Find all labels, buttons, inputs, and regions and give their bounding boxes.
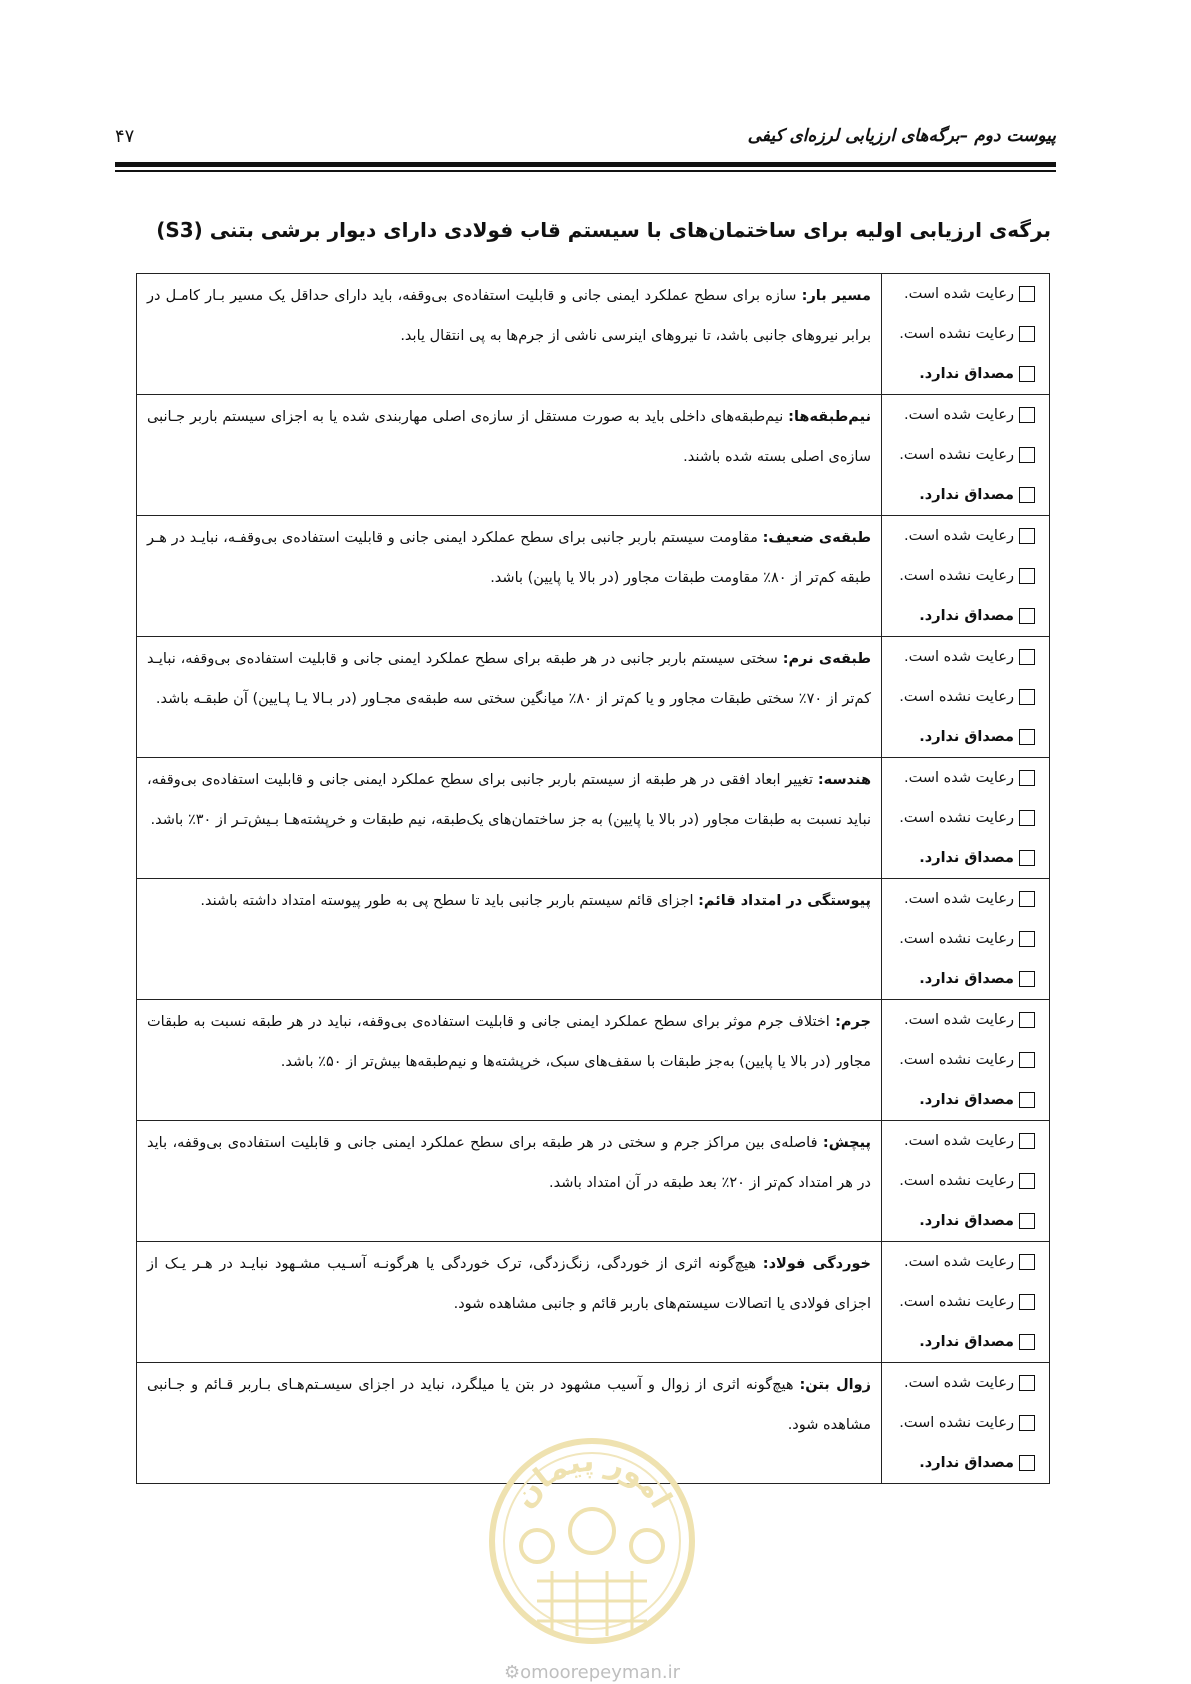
option-label: رعایت شده است.	[904, 286, 1014, 302]
checklist-row	[137, 1000, 1050, 1121]
option-label: مصداق ندارد.	[919, 366, 1014, 382]
option-label: مصداق ندارد.	[919, 971, 1014, 987]
criterion-term: مسیر بار:	[801, 288, 871, 304]
not-applicable-checkbox[interactable]	[1019, 1455, 1035, 1471]
not-applicable-checkbox-option	[882, 475, 1049, 515]
not-complied-checkbox-option	[882, 1161, 1049, 1201]
running-header	[115, 126, 1056, 152]
not-complied-checkbox-option	[882, 677, 1049, 717]
criterion-term: نیم‌طبقه‌ها:	[788, 409, 872, 425]
option-label: مصداق ندارد.	[919, 729, 1014, 745]
complied-checkbox[interactable]	[1019, 1254, 1035, 1270]
not-applicable-checkbox-option	[882, 1322, 1049, 1362]
not-complied-checkbox[interactable]	[1019, 689, 1035, 705]
criterion-cell	[137, 395, 882, 516]
checklist-row	[137, 1242, 1050, 1363]
not-applicable-checkbox[interactable]	[1019, 1213, 1035, 1229]
page-title: برگه‌ی ارزیابی اولیه برای ساختمان‌های با سیستم قاب فولادی دارای دیوار برشی بتنی (S3)	[156, 218, 1051, 242]
checklist-row	[137, 758, 1050, 879]
not-applicable-checkbox-option	[882, 1201, 1049, 1241]
criterion-cell	[137, 879, 882, 1000]
not-applicable-checkbox[interactable]	[1019, 729, 1035, 745]
not-complied-checkbox-option	[882, 314, 1049, 354]
header-rule-thick	[115, 162, 1056, 167]
options-cell	[882, 516, 1050, 637]
option-label: رعایت نشده است.	[899, 1052, 1014, 1068]
criterion-body: نیم‌طبقه‌های داخلی باید به صورت مستقل از سازه‌ی اصلی مهاربندی شده یا به اجزای سیستم باربر جـانبی سازه‌ی اصلی بسته شده باشند.	[147, 409, 871, 465]
option-label: رعایت نشده است.	[899, 1294, 1014, 1310]
criterion-term: خوردگی فولاد:	[762, 1256, 872, 1272]
option-label: رعایت شده است.	[904, 528, 1014, 544]
not-complied-checkbox-option	[882, 1403, 1049, 1443]
criterion-cell	[137, 274, 882, 395]
criterion-term: هندسه:	[817, 772, 872, 788]
complied-checkbox[interactable]	[1019, 407, 1035, 423]
options-cell	[882, 758, 1050, 879]
complied-checkbox-option	[882, 758, 1049, 798]
option-label: رعایت شده است.	[904, 1375, 1014, 1391]
criterion-body: هیچ‌گونه اثری از خوردگی، زنگ‌زدگی، ترک خوردگی یا هرگونـه آسـیب مشـهود نبایـد در هـر یـک از اجزای فولادی یا اتصالات سیستم‌های باربر قائم و جانبی مشاهده شود.	[147, 1256, 871, 1312]
complied-checkbox-option	[882, 1121, 1049, 1161]
complied-checkbox[interactable]	[1019, 1012, 1035, 1028]
not-applicable-checkbox[interactable]	[1019, 971, 1035, 987]
not-complied-checkbox-option	[882, 1282, 1049, 1322]
not-applicable-checkbox[interactable]	[1019, 850, 1035, 866]
option-label: رعایت نشده است.	[899, 1415, 1014, 1431]
option-label: رعایت نشده است.	[899, 689, 1014, 705]
option-label: رعایت شده است.	[904, 649, 1014, 665]
criterion-term: جرم:	[835, 1014, 871, 1030]
criterion-body: اختلاف جرم موثر برای سطح عملکرد ایمنی جانی و قابلیت استفاده‌ی بی‌وقفه، نباید در هر طبقه نسبت به طبقات مجاور (در بالا یا پایین) به‌جز طبقات با سقف‌های سبک، خرپشته‌ها و نیم‌طبقه‌ها بیش‌تر از ۵۰٪ باشد.	[147, 1014, 871, 1070]
option-label: مصداق ندارد.	[919, 850, 1014, 866]
complied-checkbox-option	[882, 1000, 1049, 1040]
not-complied-checkbox[interactable]	[1019, 447, 1035, 463]
checklist-table	[136, 273, 1050, 1484]
options-cell	[882, 1242, 1050, 1363]
not-complied-checkbox[interactable]	[1019, 1052, 1035, 1068]
not-applicable-checkbox-option	[882, 959, 1049, 999]
options-cell	[882, 1363, 1050, 1484]
not-applicable-checkbox-option	[882, 838, 1049, 878]
options-cell	[882, 395, 1050, 516]
criterion-body: اجزای قائم سیستم باربر جانبی باید تا سطح پی به طور پیوسته امتداد داشته باشند.	[200, 893, 694, 909]
complied-checkbox[interactable]	[1019, 528, 1035, 544]
criterion-body: مقاومت سیستم باربر جانبی برای سطح عملکرد ایمنی جانی و قابلیت استفاده‌ی بی‌وقفـه، نبایـد در هـر طبقه کم‌تر از ۸۰٪ مقاومت طبقات مجاور (در بالا یا پایین) باشد.	[147, 530, 871, 586]
not-applicable-checkbox[interactable]	[1019, 1092, 1035, 1108]
running-title: پیوست دوم –برگه‌های ارزیابی لرزه‌ای کیفی	[747, 126, 1056, 146]
criterion-text	[147, 276, 871, 356]
not-complied-checkbox[interactable]	[1019, 931, 1035, 947]
complied-checkbox[interactable]	[1019, 891, 1035, 907]
not-complied-checkbox[interactable]	[1019, 568, 1035, 584]
criterion-cell	[137, 1242, 882, 1363]
watermark-url-text: omoorepeyman.ir	[520, 1662, 681, 1683]
option-label: رعایت نشده است.	[899, 568, 1014, 584]
criterion-cell	[137, 637, 882, 758]
criterion-body: سختی سیستم باربر جانبی در هر طبقه برای سطح عملکرد ایمنی جانی و قابلیت استفاده‌ی بی‌وقفه، نبایـد کم‌تر از ۷۰٪ سختی طبقات مجاور و یا کم‌تر از ۸۰٪ میانگین سختی سه طبقه‌ی مجـاور (در بـالا یـا پـایین) آن طبقـه باشد.	[147, 651, 871, 707]
option-label: مصداق ندارد.	[919, 1334, 1014, 1350]
criterion-text	[147, 397, 871, 477]
criterion-cell	[137, 516, 882, 637]
complied-checkbox-option	[882, 274, 1049, 314]
not-applicable-checkbox[interactable]	[1019, 608, 1035, 624]
checklist-row	[137, 879, 1050, 1000]
not-complied-checkbox-option	[882, 919, 1049, 959]
watermark-url: ⚙omoorepeyman.ir	[503, 1662, 681, 1683]
criterion-text	[147, 1244, 871, 1324]
complied-checkbox-option	[882, 395, 1049, 435]
criterion-body: فاصله‌ی بین مراکز جرم و سختی در هر طبقه برای سطح عملکرد ایمنی جانی و قابلیت استفاده‌ی بی‌وقفه، باید در هر امتداد کم‌تر از ۲۰٪ بعد طبقه در آن امتداد باشد.	[147, 1135, 871, 1191]
complied-checkbox-option	[882, 1242, 1049, 1282]
criterion-text	[147, 639, 871, 719]
complied-checkbox[interactable]	[1019, 1375, 1035, 1391]
options-cell	[882, 1000, 1050, 1121]
not-applicable-checkbox[interactable]	[1019, 1334, 1035, 1350]
checklist-row	[137, 1121, 1050, 1242]
criterion-text	[147, 1002, 871, 1082]
not-applicable-checkbox[interactable]	[1019, 487, 1035, 503]
criterion-term: زوال بتن:	[799, 1377, 872, 1393]
criterion-body: سازه برای سطح عملکرد ایمنی جانی و قابلیت استفاده‌ی بی‌وقفه، باید دارای حداقل یک مسیر بـار کامـل در برابر نیروهای جانبی باشد، تا نیروهای اینرسی ناشی از جرم‌ها به پی انتقال یابد.	[147, 288, 871, 344]
checklist-row	[137, 637, 1050, 758]
not-complied-checkbox-option	[882, 1040, 1049, 1080]
criterion-text	[147, 760, 871, 840]
complied-checkbox-option	[882, 1363, 1049, 1403]
complied-checkbox-option	[882, 879, 1049, 919]
complied-checkbox[interactable]	[1019, 649, 1035, 665]
option-label: رعایت شده است.	[904, 770, 1014, 786]
watermark-logo-text: امور پیمان	[506, 1443, 679, 1515]
criterion-term: طبقه‌ی نرم:	[782, 651, 872, 667]
criterion-text	[147, 881, 871, 921]
option-label: مصداق ندارد.	[919, 487, 1014, 503]
complied-checkbox[interactable]	[1019, 1133, 1035, 1149]
not-complied-checkbox[interactable]	[1019, 810, 1035, 826]
checklist-row	[137, 274, 1050, 395]
option-label: مصداق ندارد.	[919, 608, 1014, 624]
option-label: رعایت شده است.	[904, 891, 1014, 907]
page-number: ۴۷	[115, 126, 135, 147]
not-applicable-checkbox-option	[882, 1443, 1049, 1483]
option-label: رعایت شده است.	[904, 1254, 1014, 1270]
checklist-row	[137, 516, 1050, 637]
complied-checkbox[interactable]	[1019, 286, 1035, 302]
criterion-body: هیچ‌گونه اثری از زوال و آسیب مشهود در بتن یا میلگرد، نباید در اجزای سیسـتم‌هـای بـاربر قـائم و جـانبی مشاهده شود.	[147, 1377, 871, 1433]
not-applicable-checkbox-option	[882, 354, 1049, 394]
option-label: رعایت نشده است.	[899, 447, 1014, 463]
criterion-term: پیچش:	[822, 1135, 871, 1151]
not-complied-checkbox-option	[882, 798, 1049, 838]
complied-checkbox-option	[882, 516, 1049, 556]
not-complied-checkbox[interactable]	[1019, 326, 1035, 342]
not-applicable-checkbox-option	[882, 717, 1049, 757]
checklist-row	[137, 395, 1050, 516]
option-label: رعایت نشده است.	[899, 810, 1014, 826]
not-complied-checkbox[interactable]	[1019, 1173, 1035, 1189]
not-complied-checkbox[interactable]	[1019, 1415, 1035, 1431]
criterion-body: تغییر ابعاد افقی در هر طبقه از سیستم باربر جانبی برای سطح عملکرد ایمنی جانی و قابلیت استفاده‌ی بی‌وقفه، نباید نسبت به طبقات مجاور (در بالا یا پایین) به جز ساختمان‌های یک‌طبقه، نیم طبقات و خرپشته‌هـا بـیش‌تـر از ۳۰٪ باشد.	[147, 772, 871, 828]
option-label: رعایت شده است.	[904, 1133, 1014, 1149]
svg-text:امور پیمان	[506, 1444, 678, 1515]
option-label: مصداق ندارد.	[919, 1213, 1014, 1229]
watermark-logo	[482, 1431, 702, 1651]
criterion-cell	[137, 1000, 882, 1121]
criterion-cell	[137, 758, 882, 879]
criterion-term: طبقه‌ی ضعیف:	[762, 530, 871, 546]
option-label: رعایت نشده است.	[899, 326, 1014, 342]
option-label: رعایت شده است.	[904, 407, 1014, 423]
not-complied-checkbox-option	[882, 435, 1049, 475]
not-applicable-checkbox-option	[882, 596, 1049, 636]
option-label: رعایت شده است.	[904, 1012, 1014, 1028]
options-cell	[882, 637, 1050, 758]
option-label: مصداق ندارد.	[919, 1092, 1014, 1108]
criterion-cell	[137, 1121, 882, 1242]
criterion-text	[147, 1123, 871, 1203]
options-cell	[882, 1121, 1050, 1242]
option-label: رعایت نشده است.	[899, 1173, 1014, 1189]
complied-checkbox-option	[882, 637, 1049, 677]
criterion-term: پیوستگی در امتداد قائم:	[698, 893, 871, 909]
not-applicable-checkbox[interactable]	[1019, 366, 1035, 382]
options-cell	[882, 274, 1050, 395]
option-label: رعایت نشده است.	[899, 931, 1014, 947]
not-applicable-checkbox-option	[882, 1080, 1049, 1120]
not-complied-checkbox[interactable]	[1019, 1294, 1035, 1310]
not-complied-checkbox-option	[882, 556, 1049, 596]
header-rule-thin	[115, 170, 1056, 172]
option-label: مصداق ندارد.	[919, 1455, 1014, 1471]
options-cell	[882, 879, 1050, 1000]
criterion-text	[147, 518, 871, 598]
complied-checkbox[interactable]	[1019, 770, 1035, 786]
